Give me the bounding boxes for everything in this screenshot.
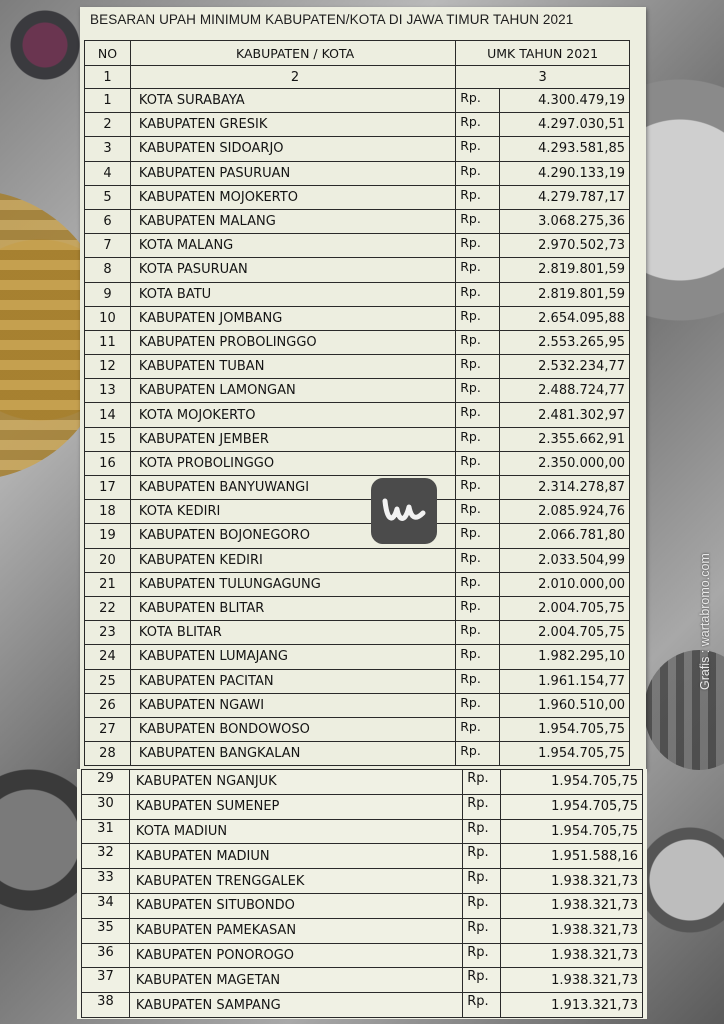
table-row — [82, 893, 643, 918]
subheader-name: 2 — [130, 66, 455, 89]
region-name: KABUPATEN PROBOLINGGO — [130, 330, 455, 354]
umk-value: 2.970.502,73 — [500, 234, 630, 258]
umk-value: 1.913.321,73 — [501, 993, 643, 1018]
region-name: KABUPATEN SITUBONDO — [129, 893, 462, 918]
region-name: KABUPATEN BANYUWANGI — [130, 476, 455, 500]
umk-value: 1.938.321,73 — [501, 869, 643, 894]
region-name: KOTA BLITAR — [130, 621, 455, 645]
umk-value: 2.553.265,95 — [500, 330, 630, 354]
table-row — [82, 869, 643, 894]
currency-label: Rp. — [456, 742, 500, 766]
currency-label: Rp. — [456, 451, 500, 475]
region-name: KOTA BATU — [130, 282, 455, 306]
currency-label: Rp. — [463, 993, 501, 1018]
row-number: 8 — [85, 258, 131, 282]
w-logo-icon — [371, 478, 437, 544]
row-number: 20 — [85, 548, 131, 572]
umk-value: 3.068.275,36 — [500, 209, 630, 233]
row-number: 38 — [82, 993, 130, 1018]
currency-label: Rp. — [456, 669, 500, 693]
currency-label: Rp. — [456, 621, 500, 645]
currency-label: Rp. — [456, 572, 500, 596]
table-row — [85, 669, 630, 693]
umk-value: 4.300.479,19 — [500, 89, 630, 113]
table-row — [85, 427, 630, 451]
currency-label: Rp. — [456, 306, 500, 330]
region-name: KABUPATEN KEDIRI — [130, 548, 455, 572]
table-row — [82, 993, 643, 1018]
umk-value: 1.982.295,10 — [500, 645, 630, 669]
umk-table-bottom — [81, 769, 643, 1018]
row-number: 35 — [82, 918, 130, 943]
umk-value: 2.010.000,00 — [500, 572, 630, 596]
table-row — [82, 943, 643, 968]
table-row — [85, 258, 630, 282]
row-number: 1 — [85, 89, 131, 113]
table-row — [85, 89, 630, 113]
currency-label: Rp. — [456, 234, 500, 258]
region-name: KABUPATEN BONDOWOSO — [130, 717, 455, 741]
umk-value: 2.532.234,77 — [500, 355, 630, 379]
row-number: 25 — [85, 669, 131, 693]
table-header-row — [85, 41, 630, 66]
region-name: KABUPATEN PACITAN — [130, 669, 455, 693]
row-number: 26 — [85, 693, 131, 717]
currency-label: Rp. — [456, 209, 500, 233]
currency-label: Rp. — [456, 596, 500, 620]
region-name: KABUPATEN MALANG — [130, 209, 455, 233]
region-name: KABUPATEN PONOROGO — [129, 943, 462, 968]
umk-value: 2.004.705,75 — [500, 596, 630, 620]
region-name: KABUPATEN SAMPANG — [129, 993, 462, 1018]
currency-label: Rp. — [463, 869, 501, 894]
document-title: BESARAN UPAH MINIMUM KABUPATEN/KOTA DI JAWA TIMUR TAHUN 2021 — [90, 12, 574, 27]
umk-value: 1.938.321,73 — [501, 943, 643, 968]
currency-label: Rp. — [463, 770, 501, 795]
currency-label: Rp. — [463, 819, 501, 844]
currency-label: Rp. — [456, 113, 500, 137]
region-name: KABUPATEN BLITAR — [130, 596, 455, 620]
table-row — [82, 770, 643, 795]
umk-value: 1.961.154,77 — [500, 669, 630, 693]
region-name: KABUPATEN GRESIK — [130, 113, 455, 137]
currency-label: Rp. — [463, 968, 501, 993]
row-number: 28 — [85, 742, 131, 766]
umk-value: 1.938.321,73 — [501, 918, 643, 943]
region-name: KOTA PROBOLINGGO — [130, 451, 455, 475]
currency-label: Rp. — [456, 161, 500, 185]
table-row — [85, 524, 630, 548]
row-number: 7 — [85, 234, 131, 258]
table-row — [85, 451, 630, 475]
row-number: 10 — [85, 306, 131, 330]
umk-value: 2.819.801,59 — [500, 282, 630, 306]
umk-value: 4.293.581,85 — [500, 137, 630, 161]
umk-value: 1.954.705,75 — [501, 794, 643, 819]
currency-label: Rp. — [463, 844, 501, 869]
umk-value: 4.290.133,19 — [500, 161, 630, 185]
table-row — [85, 161, 630, 185]
table-row — [85, 185, 630, 209]
row-number: 5 — [85, 185, 131, 209]
row-number: 9 — [85, 282, 131, 306]
region-name: KOTA SURABAYA — [130, 89, 455, 113]
table-row — [85, 548, 630, 572]
table-row — [85, 500, 630, 524]
region-name: KABUPATEN TUBAN — [130, 355, 455, 379]
region-name: KABUPATEN LAMONGAN — [130, 379, 455, 403]
table-row — [82, 918, 643, 943]
umk-value: 2.488.724,77 — [500, 379, 630, 403]
row-number: 14 — [85, 403, 131, 427]
currency-label: Rp. — [456, 403, 500, 427]
currency-label: Rp. — [456, 476, 500, 500]
table-row — [85, 572, 630, 596]
row-number: 17 — [85, 476, 131, 500]
table-row — [85, 113, 630, 137]
umk-value: 2.350.000,00 — [500, 451, 630, 475]
region-name: KABUPATEN TRENGGALEK — [129, 869, 462, 894]
currency-label: Rp. — [463, 893, 501, 918]
row-number: 31 — [82, 819, 130, 844]
row-number: 21 — [85, 572, 131, 596]
row-number: 12 — [85, 355, 131, 379]
currency-label: Rp. — [456, 379, 500, 403]
table-row — [85, 717, 630, 741]
row-number: 11 — [85, 330, 131, 354]
region-name: KABUPATEN PAMEKASAN — [129, 918, 462, 943]
row-number: 6 — [85, 209, 131, 233]
row-number: 15 — [85, 427, 131, 451]
currency-label: Rp. — [456, 548, 500, 572]
currency-label: Rp. — [456, 524, 500, 548]
table-row — [85, 476, 630, 500]
row-number: 30 — [82, 794, 130, 819]
region-name: KABUPATEN MOJOKERTO — [130, 185, 455, 209]
currency-label: Rp. — [456, 330, 500, 354]
umk-value: 1.960.510,00 — [500, 693, 630, 717]
header-umk: UMK TAHUN 2021 — [456, 41, 630, 66]
region-name: KOTA MADIUN — [129, 819, 462, 844]
umk-value: 1.951.588,16 — [501, 844, 643, 869]
currency-label: Rp. — [456, 355, 500, 379]
row-number: 29 — [82, 770, 130, 795]
umk-value: 1.938.321,73 — [501, 893, 643, 918]
umk-value: 2.355.662,91 — [500, 427, 630, 451]
table-row — [85, 306, 630, 330]
currency-label: Rp. — [456, 717, 500, 741]
table-row — [85, 596, 630, 620]
umk-value: 1.954.705,75 — [501, 819, 643, 844]
umk-value: 2.066.781,80 — [500, 524, 630, 548]
background-gear-small — [644, 650, 724, 770]
currency-label: Rp. — [463, 918, 501, 943]
table-row — [85, 330, 630, 354]
table-row — [85, 379, 630, 403]
row-number: 32 — [82, 844, 130, 869]
region-name: KOTA MALANG — [130, 234, 455, 258]
currency-label: Rp. — [456, 89, 500, 113]
currency-label: Rp. — [456, 137, 500, 161]
subheader-no: 1 — [85, 66, 131, 89]
region-name: KABUPATEN MADIUN — [129, 844, 462, 869]
graphic-credit: Grafis : wartabromo.com — [698, 553, 712, 690]
row-number: 36 — [82, 943, 130, 968]
umk-value: 1.954.705,75 — [500, 742, 630, 766]
table-row — [85, 234, 630, 258]
region-name: KABUPATEN NGAWI — [130, 693, 455, 717]
umk-value: 2.481.302,97 — [500, 403, 630, 427]
region-name: KABUPATEN LUMAJANG — [130, 645, 455, 669]
table-row — [85, 403, 630, 427]
region-name: KABUPATEN BOJONEGORO — [130, 524, 455, 548]
region-name: KABUPATEN NGANJUK — [129, 770, 462, 795]
umk-value: 2.314.278,87 — [500, 476, 630, 500]
table-row — [85, 693, 630, 717]
region-name: KABUPATEN JOMBANG — [130, 306, 455, 330]
umk-table-top — [84, 40, 630, 766]
region-name: KABUPATEN TULUNGAGUNG — [130, 572, 455, 596]
region-name: KOTA KEDIRI — [130, 500, 455, 524]
region-name: KABUPATEN BANGKALAN — [130, 742, 455, 766]
currency-label: Rp. — [456, 258, 500, 282]
umk-value: 2.004.705,75 — [500, 621, 630, 645]
umk-value: 2.819.801,59 — [500, 258, 630, 282]
currency-label: Rp. — [456, 693, 500, 717]
row-number: 16 — [85, 451, 131, 475]
table-row — [85, 209, 630, 233]
region-name: KOTA MOJOKERTO — [130, 403, 455, 427]
table-row — [82, 968, 643, 993]
table-row — [85, 355, 630, 379]
umk-value: 2.654.095,88 — [500, 306, 630, 330]
umk-value: 4.279.787,17 — [500, 185, 630, 209]
region-name: KABUPATEN SUMENEP — [129, 794, 462, 819]
region-name: KOTA PASURUAN — [130, 258, 455, 282]
umk-value: 1.954.705,75 — [501, 770, 643, 795]
currency-label: Rp. — [456, 282, 500, 306]
table-row — [85, 742, 630, 766]
subheader-umk: 3 — [456, 66, 630, 89]
header-name: KABUPATEN / KOTA — [130, 41, 455, 66]
row-number: 3 — [85, 137, 131, 161]
table-subheader-row — [85, 66, 630, 89]
row-number: 33 — [82, 869, 130, 894]
currency-label: Rp. — [456, 500, 500, 524]
currency-label: Rp. — [456, 645, 500, 669]
region-name: KABUPATEN JEMBER — [130, 427, 455, 451]
table-row — [85, 621, 630, 645]
row-number: 13 — [85, 379, 131, 403]
region-name: KABUPATEN PASURUAN — [130, 161, 455, 185]
table-row — [82, 819, 643, 844]
row-number: 2 — [85, 113, 131, 137]
umk-value: 2.085.924,76 — [500, 500, 630, 524]
currency-label: Rp. — [456, 427, 500, 451]
umk-value: 4.297.030,51 — [500, 113, 630, 137]
table-row — [82, 794, 643, 819]
currency-label: Rp. — [463, 943, 501, 968]
row-number: 24 — [85, 645, 131, 669]
umk-value: 2.033.504,99 — [500, 548, 630, 572]
row-number: 18 — [85, 500, 131, 524]
currency-label: Rp. — [456, 185, 500, 209]
row-number: 4 — [85, 161, 131, 185]
currency-label: Rp. — [463, 794, 501, 819]
row-number: 23 — [85, 621, 131, 645]
table-row — [85, 137, 630, 161]
row-number: 34 — [82, 893, 130, 918]
region-name: KABUPATEN SIDOARJO — [130, 137, 455, 161]
row-number: 19 — [85, 524, 131, 548]
table-row — [82, 844, 643, 869]
umk-value: 1.954.705,75 — [500, 717, 630, 741]
region-name: KABUPATEN MAGETAN — [129, 968, 462, 993]
table-row — [85, 645, 630, 669]
header-no: NO — [85, 41, 131, 66]
table-row — [85, 282, 630, 306]
row-number: 22 — [85, 596, 131, 620]
row-number: 27 — [85, 717, 131, 741]
row-number: 37 — [82, 968, 130, 993]
umk-value: 1.938.321,73 — [501, 968, 643, 993]
